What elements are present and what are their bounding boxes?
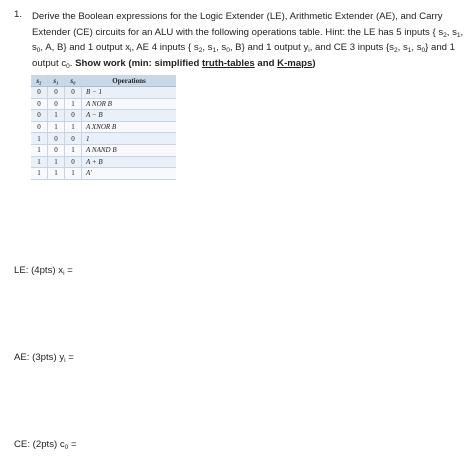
cell-s1: 0 xyxy=(48,98,65,110)
cell-s0: 1 xyxy=(65,121,82,133)
cell-operation: A − B xyxy=(82,110,177,122)
header-operations: Operations xyxy=(82,75,177,87)
header-s0: s₀ xyxy=(65,75,82,87)
cell-s0: 1 xyxy=(65,144,82,156)
table-row xyxy=(31,110,176,122)
cell-s1: 1 xyxy=(48,168,65,180)
cell-s2: 1 xyxy=(31,133,48,145)
table-row xyxy=(31,156,176,168)
cell-s2: 1 xyxy=(31,168,48,180)
header-s1: s₁ xyxy=(48,75,65,87)
cell-operation: A + B xyxy=(82,156,177,168)
cell-s2: 0 xyxy=(31,110,48,122)
cell-s2: 0 xyxy=(31,121,48,133)
cell-operation: A NAND B xyxy=(82,144,177,156)
table-row xyxy=(31,144,176,156)
operations-table xyxy=(31,75,176,180)
cell-s1: 0 xyxy=(48,87,65,99)
table-header-row xyxy=(31,75,176,87)
cell-s0: 0 xyxy=(65,110,82,122)
cell-s0: 0 xyxy=(65,133,82,145)
cell-operation: B − 1 xyxy=(82,87,177,99)
cell-s2: 1 xyxy=(31,144,48,156)
table-row xyxy=(31,87,176,99)
cell-operation: A XNOR B xyxy=(82,121,177,133)
question-number: 1. xyxy=(14,9,23,20)
header-s2: s₂ xyxy=(31,75,48,87)
table-row xyxy=(31,121,176,133)
cell-s1: 1 xyxy=(48,156,65,168)
cell-operation: A NOR B xyxy=(82,98,177,110)
cell-s0: 1 xyxy=(65,168,82,180)
table-row xyxy=(31,98,176,110)
table-row xyxy=(31,133,176,145)
le-answer-prompt: LE: (4pts) $x_i$ = xyxy=(14,265,73,277)
ce-answer-prompt: CE: (2pts) $c_0$ = xyxy=(14,439,77,451)
question-text: Derive the Boolean expressions for the Logic Extender (LE), Arithmetic Extender (AE), and Carry Extender (CE) circuits for an ALU with the following operations table. Hint: the LE has 5 inputs { $s_2$, $s_1$, $s_0$, A, B} and 1 output $x_i$, AE 4 inputs { $s_2$, $s_1$, $s_0$, B} and 1 output $y_i$, and CE 3 inputs {$s_2$, $s_1$, $s_0$} and 1 output $c_0$. Show work (min: simplified truth-tables and K-maps) xyxy=(32,11,464,70)
cell-operation: A′ xyxy=(82,168,177,180)
cell-s1: 0 xyxy=(48,133,65,145)
ae-answer-prompt: AE: (3pts) $y_i$ = xyxy=(14,352,74,364)
cell-s2: 0 xyxy=(31,87,48,99)
cell-s2: 1 xyxy=(31,156,48,168)
cell-s0: 0 xyxy=(65,156,82,168)
cell-s0: 0 xyxy=(65,87,82,99)
cell-operation: 1 xyxy=(82,133,177,145)
cell-s1: 0 xyxy=(48,144,65,156)
table-row xyxy=(31,168,176,180)
cell-s0: 1 xyxy=(65,98,82,110)
cell-s1: 1 xyxy=(48,110,65,122)
cell-s1: 1 xyxy=(48,121,65,133)
cell-s2: 0 xyxy=(31,98,48,110)
